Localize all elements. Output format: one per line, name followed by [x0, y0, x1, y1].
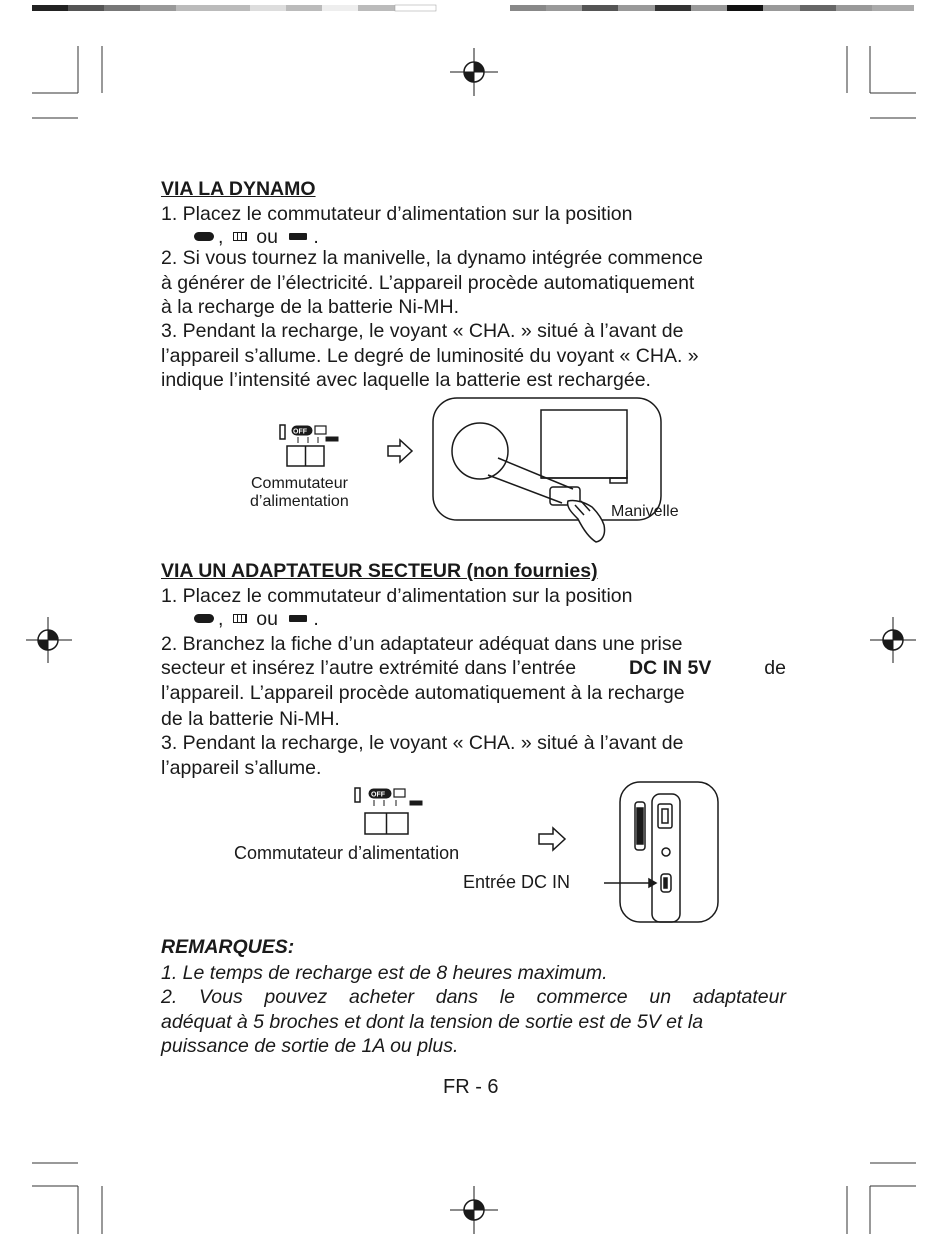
adapter-step2-l4: de la batterie Ni-MH.	[161, 708, 340, 730]
top-left-color-bar	[32, 5, 436, 11]
remark-2-l2: adéquat à 5 broches et dont la tension de sortie est de 5V et la	[161, 1011, 704, 1033]
switch-label-l1: Commutateur	[251, 475, 348, 492]
power-switch-icon	[365, 813, 408, 834]
crank-label: Manivelle	[611, 503, 679, 520]
dc-in-port-panel	[604, 782, 718, 922]
registration-mark-top	[450, 48, 498, 96]
remark-2-l1: 2. Vous pouvez acheter dans le commerce un adaptateur	[161, 986, 786, 1008]
dc-in-5v-label: DC IN 5V	[629, 657, 712, 679]
switch-label: Commutateur d’alimentation	[234, 843, 460, 863]
arrow-right-icon	[539, 828, 565, 850]
adapter-step3-l1: 3. Pendant la recharge, le voyant « CHA. » situé à l’avant de	[161, 732, 684, 754]
dynamo-step1-positions: , ou .	[188, 225, 319, 249]
adapter-step3-l2: l’appareil s’allume.	[161, 757, 322, 779]
registration-mark-left	[26, 617, 72, 663]
switch-position-icons	[280, 425, 338, 443]
page-number: FR - 6	[443, 1076, 499, 1098]
power-switch-icon	[287, 446, 324, 466]
off-label: OFF	[371, 791, 385, 799]
dynamo-step3-l3: indique l’intensité avec laquelle la batterie est rechargée.	[161, 369, 651, 391]
dynamo-step2-l3: à la recharge de la batterie Ni-MH.	[161, 296, 460, 318]
adapter-step2-l3: l’appareil. L’appareil procède automatiquement à la recharge	[161, 682, 685, 704]
arrow-right-icon	[388, 440, 412, 462]
battery-pack-icon	[233, 232, 247, 241]
registration-mark-right	[870, 617, 916, 663]
dynamo-step2-l1: 2. Si vous tournez la manivelle, la dynamo intégrée commence	[161, 247, 703, 269]
remark-2-l3: puissance de sortie de 1A ou plus.	[161, 1035, 459, 1057]
adapter-step1-positions: , ou .	[188, 607, 319, 631]
off-label: OFF	[293, 428, 307, 436]
battery-icon	[289, 615, 307, 622]
adapter-step2-l1: 2. Branchez la fiche d’un adaptateur adéquat dans une prise	[161, 633, 683, 655]
remarks-heading: REMARQUES:	[161, 936, 295, 958]
adapter-step1: 1. Placez le commutateur d’alimentation sur la position	[161, 585, 633, 607]
off-position-icon	[194, 614, 214, 623]
off-position-icon	[194, 232, 214, 241]
dynamo-step3-l2: l’appareil s’allume. Le degré de luminosité du voyant « CHA. »	[161, 345, 699, 367]
dynamo-step2-l2: à générer de l’électricité. L’appareil procède automatiquement	[161, 272, 695, 294]
dynamo-step1: 1. Placez le commutateur d’alimentation sur la position	[161, 203, 633, 225]
adapter-step2-l2: secteur et insérez l’autre extrémité dans l’entrée DC IN 5V de	[161, 657, 786, 679]
battery-icon	[289, 233, 307, 240]
section-heading-adapter: VIA UN ADAPTATEUR SECTEUR (non fournies)	[161, 560, 598, 582]
registration-mark-bottom	[450, 1186, 498, 1234]
switch-position-icons	[355, 788, 422, 806]
dynamo-step3-l1: 3. Pendant la recharge, le voyant « CHA. » situé à l’avant de	[161, 320, 684, 342]
battery-pack-icon	[233, 614, 247, 623]
switch-label-l2: d’alimentation	[250, 493, 349, 510]
section-heading-dynamo: VIA LA DYNAMO	[161, 178, 316, 200]
dc-in-label: Entrée DC IN	[463, 872, 571, 892]
remark-1: 1. Le temps de recharge est de 8 heures maximum.	[161, 962, 608, 984]
top-right-color-bar	[510, 5, 914, 11]
figure-dynamo-crank	[270, 395, 700, 550]
